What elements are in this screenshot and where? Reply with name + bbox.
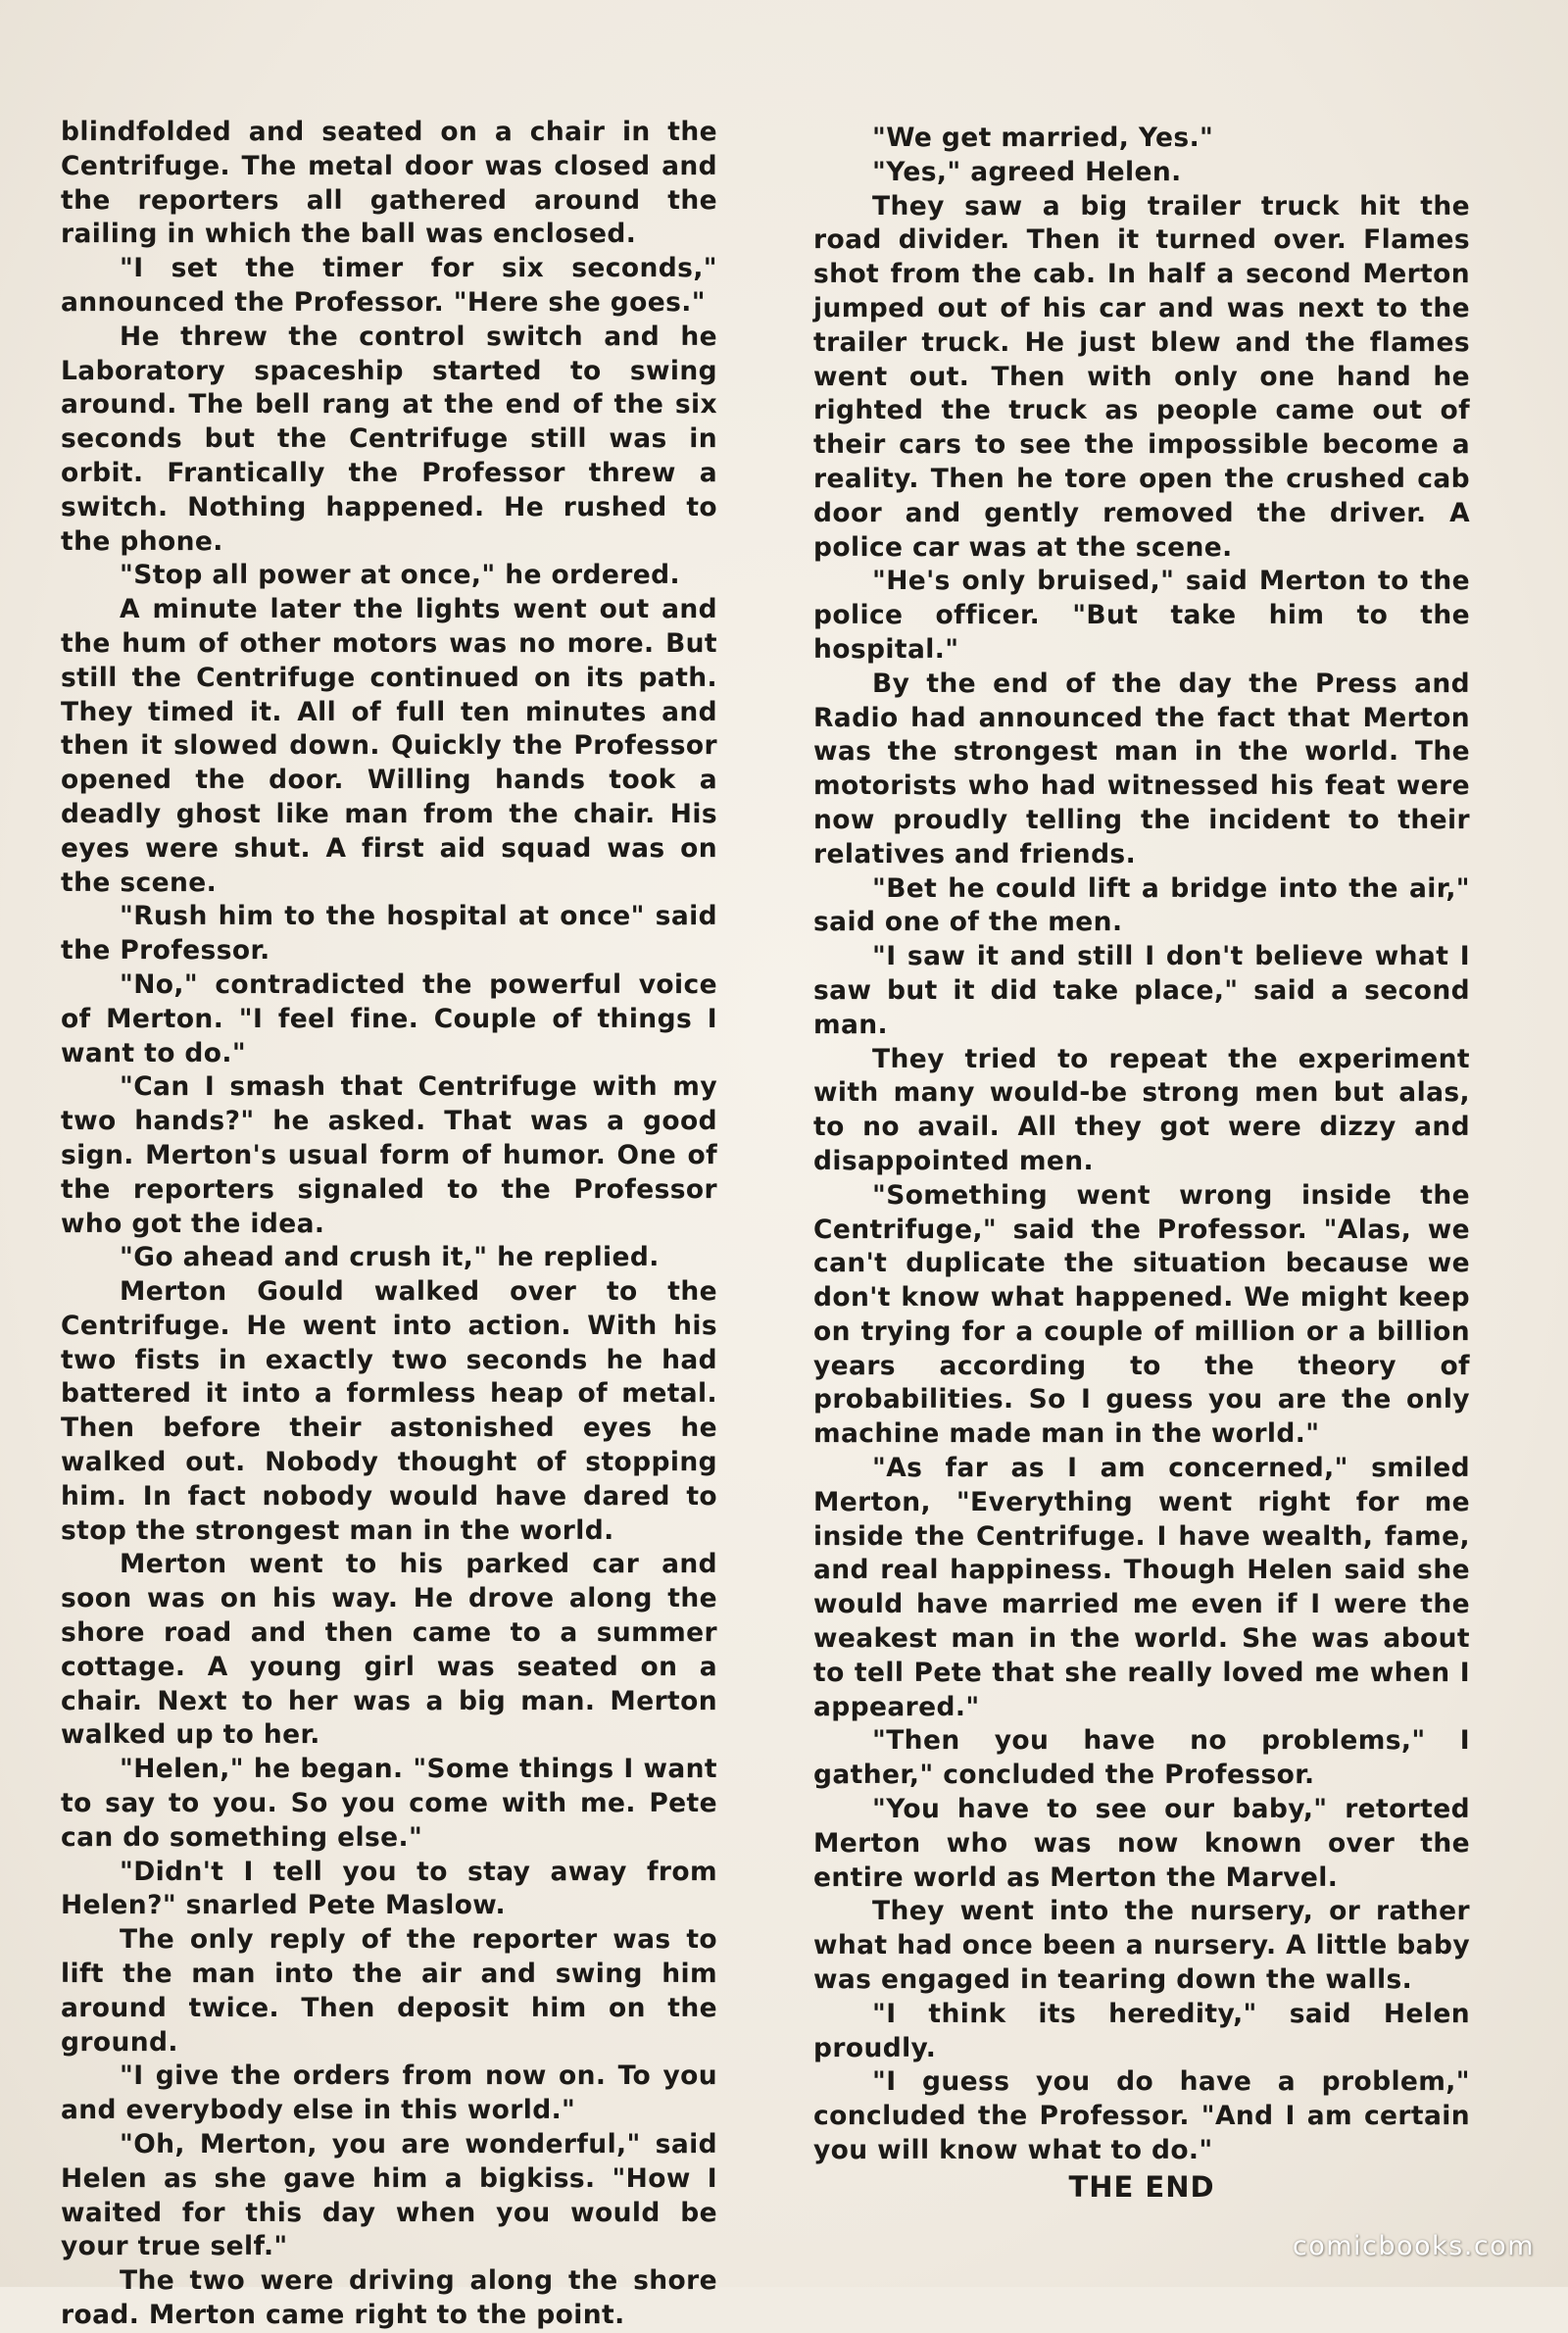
- watermark-text: comicbooks.com: [1292, 2231, 1535, 2261]
- left-text-column: [61, 116, 717, 2333]
- paragraph: "Bet he could lift a bridge into the air," said one of the men.: [813, 872, 1470, 938]
- paragraph: "Go ahead and crush it," he replied.: [120, 1242, 660, 1273]
- paragraph: "I guess you do have a problem," concluded the Professor. "And I am certain you will know what to do.": [813, 2066, 1470, 2166]
- paragraph: "Something went wrong inside the Centrifuge," said the Professor. "Alas, we can't duplicate the situation because we don't know what happened. We might keep on trying for a couple of million or a billion years according to the theory of probabilities. So I guess you are the only machine made man in the world.": [813, 1179, 1470, 1450]
- paragraph: "As far as I am concerned," smiled Merton, "Everything went right for me inside the Centrifuge. I have wealth, fame, and real happiness. Though Helen said she would have married me even if I were the weakest man in the world. She was about to tell Pete that she really loved me when I appeared.": [813, 1453, 1470, 1722]
- paragraph: "Rush him to the hospital at once" said the Professor.: [61, 901, 717, 967]
- paragraph: "Can I smash that Centrifuge with my two hands?" he asked. That was a good sign. Merton's usual form of humor. One of the reporters signaled to the Professor who got the idea.: [61, 1071, 717, 1239]
- paragraph: He threw the control switch and he Laboratory spaceship started to swing around. The bell rang at the end of the six seconds but the Centrifuge still was in orbit. Frantically the Professor threw a switch. Nothing happened. He rushed to the phone.: [61, 321, 717, 557]
- paragraph: "I think its heredity," said Helen proudly.: [813, 1998, 1470, 2063]
- paragraph: "I set the timer for six seconds," announced the Professor. "Here she goes.": [61, 253, 717, 318]
- paragraph: They went into the nursery, or rather what had once been a nursery. A little baby was engaged in tearing down the walls.: [813, 1896, 1470, 1996]
- paragraph: "Yes," agreed Helen.: [872, 156, 1182, 187]
- paragraph: By the end of the day the Press and Radio had announced the fact that Merton was the strongest man in the world. The motorists who had witnessed his feat were now proudly telling the incident to their relatives and friends.: [813, 668, 1470, 869]
- right-paragraphs: [813, 122, 1470, 2168]
- paragraph: "Helen," he began. "Some things I want to say to you. So you come with me. Pete can do something else.": [61, 1754, 717, 1853]
- paragraph: A minute later the lights went out and the hum of other motors was no more. But still the Centrifuge continued on its path. They timed it. All of full ten minutes and then it slowed down. Quickly the Professor opened the door. Willing hands took a deadly ghost like man from the chair. His eyes were shut. A first aid squad was on the scene.: [61, 594, 717, 898]
- paragraph: "I give the orders from now on. To you and everybody else in this world.": [61, 2060, 717, 2126]
- paragraph: Merton Gould walked over to the Centrifuge. He went into action. With his two fists in exactly two seconds he had battered it into a formless heap of metal. Then before their astonished eyes he walked out. Nobody thought of stopping him. In fact nobody would have dared to stop the strongest man in the world.: [61, 1276, 717, 1546]
- paragraph: They saw a big trailer truck hit the road divider. Then it turned over. Flames shot from the cab. In half a second Merton jumped out of his car and was next to the trailer truck. He just blew and the flames went out. Then with only one hand he righted the truck as people came out of their cars to see the impossible become a reality. Then he tore open the crushed cab door and gently removed the driver. A police car was at the scene.: [813, 190, 1470, 563]
- paragraph: "No," contradicted the powerful voice of Merton. "I feel fine. Couple of things I want to do.": [61, 968, 717, 1068]
- paragraph: The only reply of the reporter was to lift the man into the air and swing him around twice. Then deposit him on the ground.: [61, 1924, 717, 2058]
- paragraph: "Stop all power at once," he ordered.: [120, 560, 680, 591]
- paragraph: They tried to repeat the experiment with many would-be strong men but alas, to no avail. All they got were dizzy and disappointed men.: [813, 1043, 1470, 1176]
- paragraph: blindfolded and seated on a chair in the Centrifuge. The metal door was closed and the reporters all gathered around the railing in which the ball was enclosed.: [61, 117, 717, 250]
- paragraph: "You have to see our baby," retorted Merton who was now known over the entire world as Merton the Marvel.: [813, 1794, 1470, 1893]
- paragraph: "We get married, Yes.": [872, 123, 1214, 153]
- right-text-column: [813, 122, 1470, 2205]
- paragraph: "I saw it and still I don't believe what I saw but it did take place," said a second man.: [813, 941, 1470, 1040]
- paragraph: "Then you have no problems," I gather," concluded the Professor.: [813, 1725, 1470, 1791]
- the-end-label: THE END: [1068, 2169, 1215, 2204]
- paragraph: "Didn't I tell you to stay away from Helen?" snarled Pete Maslow.: [61, 1856, 717, 1921]
- paragraph: "Oh, Merton, you are wonderful," said Helen as she gave him a bigkiss. "How I waited for this day when you would be your true self.": [61, 2129, 717, 2262]
- paragraph: "He's only bruised," said Merton to the police officer. "But take him to the hospital.": [813, 566, 1470, 665]
- paragraph: Merton went to his parked car and soon was on his way. He drove along the shore road and then came to a summer cottage. A young girl was seated on a chair. Next to her was a big man. Merton walked up to her.: [61, 1549, 717, 1751]
- paragraph: The two were driving along the shore road. Merton came right to the point.: [61, 2265, 717, 2330]
